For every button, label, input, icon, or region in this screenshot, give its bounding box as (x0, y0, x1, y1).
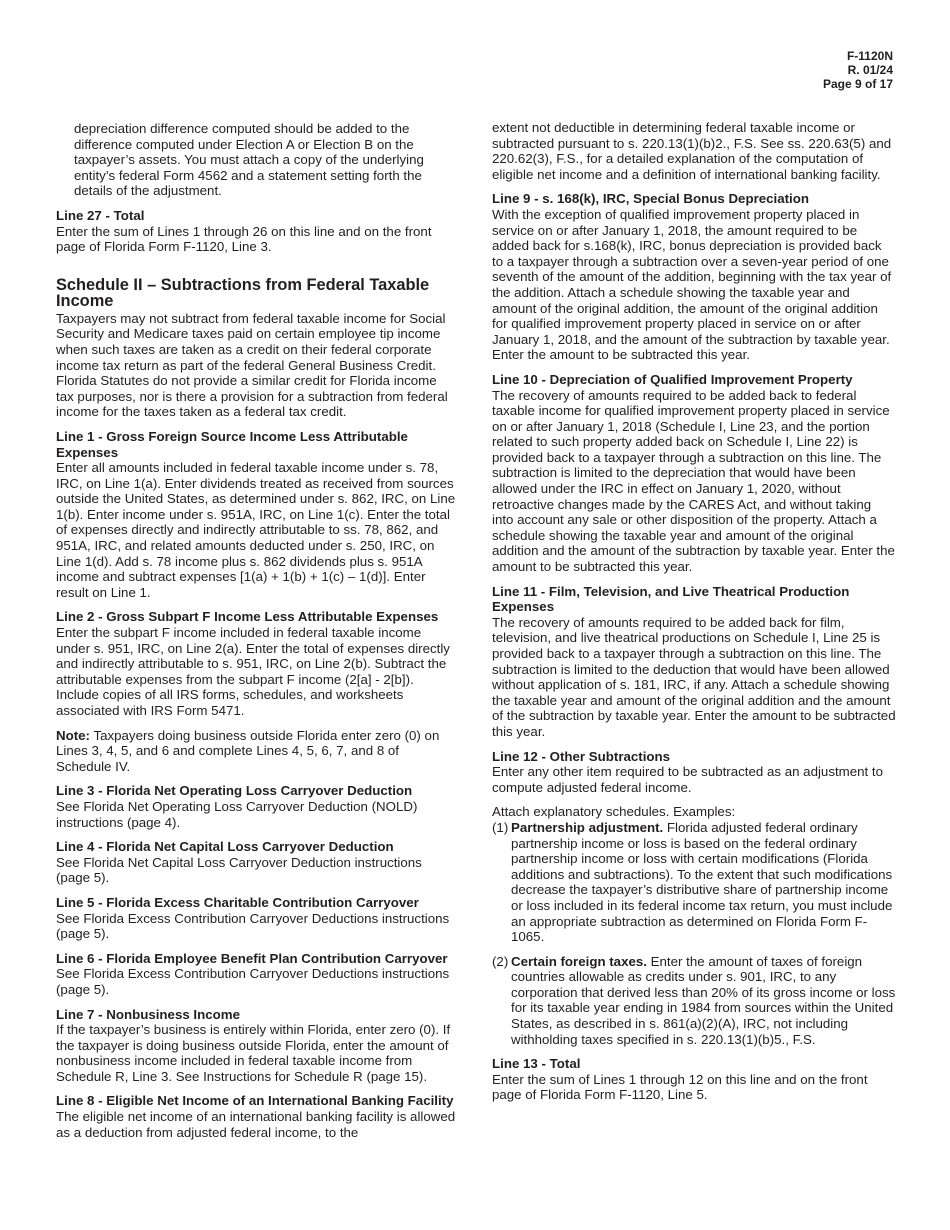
line-2-section (56, 609, 458, 718)
item-text: Florida adjusted federal ordinary partnership income or loss is based on the federal ordinary partnership income or loss with certain modifications (Florida additions and subtractions). To the extent that such modifications decrease the taxpayer’s distributive share of partnership income or loss included in its federal income tax return, you must include an appropriate subtraction as determined on Florida Form F-1065. (511, 819, 893, 945)
line-9-section (492, 191, 896, 363)
section-title: Line 27 - Total (56, 207, 145, 223)
section-body: If the taxpayer’s business is entirely within Florida, enter zero (0). If the taxpayer is doing business outside Florida, enter the amount of nonbusiness income included in federal taxable income from Schedule R, Line 3. See Instructions for Schedule R (page 15). (56, 1022, 451, 1084)
section-body: The recovery of amounts required to be added back for film, television, and live theatrical productions on Schedule I, Line 25 is provided back to a taxpayer through a subtraction on this line. The subtraction is limited to the deduction that would have been allowed without application of s. 181, IRC, if any. Attach a schedule showing the taxable year and amount of the original addition and the amount of the subtraction by taxable year. Enter the amount to be subtracted this year. (492, 614, 896, 739)
line-3-section (56, 783, 458, 830)
section-body: The eligible net income of an international banking facility is allowed as a deduction from adjusted federal income, to the (56, 1109, 456, 1140)
section-title: Line 11 - Film, Television, and Live Theatrical Production Expenses (492, 583, 850, 615)
item-body (511, 820, 896, 945)
continued-text: extent not deductible in determining federal taxable income or subtracted pursuant to s. 220.13(1)(b)2., F.S. See ss. 220.63(5) and 220.62(3), F.S., for a detailed explanation of the computation of eligible net income and a definition of international banking facility. (492, 120, 892, 182)
section-title: Line 7 - Nonbusiness Income (56, 1006, 240, 1022)
line-10-section (492, 372, 896, 575)
item-label: Certain foreign taxes. (511, 953, 647, 969)
item-body (511, 954, 896, 1048)
section-title: Line 10 - Depreciation of Qualified Improvement Property (492, 371, 853, 387)
section-body: See Florida Excess Contribution Carryover Deductions instructions (page 5). (56, 910, 450, 942)
line-11-section (492, 584, 896, 740)
section-title: Line 13 - Total (492, 1056, 581, 1072)
right-column (492, 120, 896, 1112)
line-4-section (56, 839, 458, 886)
section-body: Enter any other item required to be subtracted as an adjustment to compute adjusted federal income. (492, 764, 884, 795)
schedule-ii-title: Schedule II – Subtractions from Federal Taxable Income (56, 275, 430, 310)
line-12-section (492, 749, 896, 796)
line-27-section (56, 208, 458, 255)
list-item (492, 954, 896, 1048)
page-number: Page 9 of 17 (822, 77, 893, 91)
attach-text: Attach explanatory schedules. Examples: (492, 804, 736, 820)
line-5-section (56, 895, 458, 942)
section-title: Line 4 - Florida Net Capital Loss Carryover Deduction (56, 839, 394, 855)
note-label: Note: (56, 727, 90, 743)
section-body: The recovery of amounts required to be added back to federal taxable income for qualified improvement property placed in service on or after January 1, 2018 (Schedule I, Line 23, and the portion related to such property added back on Schedule I, Line 22) is provided back to a taxpayer through a subtraction on this line. The subtraction is limited to the depreciation that would have been allowed under the IRC in effect on January 1, 2020, without retroactive changes made by the CARES Act, and without taking into account any sale or other disposition of the property. Attach a schedule showing the taxable year and amount of the original addition and the amount of the subtraction by taxable year. Enter the amount to be subtracted this year. (492, 387, 895, 575)
section-title: Line 6 - Florida Employee Benefit Plan Contribution Carryover (56, 950, 448, 966)
note-body: Taxpayers doing business outside Florida enter zero (0) on Lines 3, 4, 5, and 6 and complete Lines 4, 5, 6, 7, and 8 of Schedule IV. (56, 727, 440, 774)
continued-text: depreciation difference computed should be added to the difference computed under Election A or Election B on the taxpayer’s assets. You must attach a copy of the underlying entity’s federal Form 4562 and a statement setting forth the details of the adjustment. (74, 121, 424, 199)
item-number: (2) (492, 953, 509, 969)
note (56, 728, 458, 775)
section-title: Line 2 - Gross Subpart F Income Less Attributable Expenses (56, 609, 439, 625)
section-title: Line 9 - s. 168(k), IRC, Special Bonus Depreciation (492, 191, 809, 207)
line-13-section (492, 1056, 896, 1103)
section-title: Line 8 - Eligible Net Income of an International Banking Facility (56, 1093, 454, 1109)
section-title: Line 1 - Gross Foreign Source Income Less Attributable Expenses (56, 428, 408, 460)
item-number: (1) (492, 819, 509, 835)
form-id: F-1120N (846, 49, 893, 63)
section-body: See Florida Net Operating Loss Carryover Deduction (NOLD) instructions (page 4). (56, 798, 418, 830)
left-column (56, 121, 458, 1149)
line-1-section (56, 429, 458, 601)
line-6-section (56, 951, 458, 998)
section-body: Enter the subpart F income included in federal taxable income under s. 951, IRC, on Line 2(a). Enter the total of expenses directly and indirectly attributable to s. 951, IRC, on Line 2(b). Subtract the attributable expenses from the subpart F income (2[a] - 2[b]). Include copies of all IRS forms, schedules, and worksheets associated with IRS Form 5471. (56, 625, 450, 718)
item-label: Partnership adjustment. (511, 819, 664, 835)
section-body: Enter the sum of Lines 1 through 12 on this line and on the front page of Florida Form F-1120, Line 5. (492, 1071, 868, 1103)
item-text: Enter the amount of taxes of foreign countries allowable as credits under s. 901, IRC, to any corporation that derived less than 20% of its gross income or loss for its taxable year ending in 1984 from sources within the United States, as described in s. 861(a)(2)(A), IRC, not including withholding taxes specified in s. 220.13(1)(b)5., F.S. (511, 953, 896, 1047)
section-body: See Florida Net Capital Loss Carryover Deduction instructions (page 5). (56, 854, 422, 886)
section-title: Line 12 - Other Subtractions (492, 748, 671, 764)
section-title: Line 5 - Florida Excess Charitable Contribution Carryover (56, 894, 419, 910)
section-body: Enter the sum of Lines 1 through 26 on this line and on the front page of Florida Form F-1120, Line 3. (56, 223, 432, 255)
list-item (492, 820, 896, 945)
page-header (823, 49, 893, 91)
section-title: Line 3 - Florida Net Operating Loss Carryover Deduction (56, 783, 413, 799)
section-body: See Florida Excess Contribution Carryover Deductions instructions (page 5). (56, 966, 450, 997)
form-revision: R. 01/24 (847, 63, 893, 77)
section-body: Enter all amounts included in federal taxable income under s. 78, IRC, on Line 1(a). Enter dividends treated as received from sources outside the United States, as determined under s. 862, IRC, on Line 1(b). Enter income under s. 951A, IRC, on Line 1(c). Enter the total of expenses directly and indirectly attributable to ss. 78, 862, and 951A, IRC, and related amounts deducted under s. 250, IRC, on Line 1(d). Add s. 78 income plus s. 862 dividends plus s. 951A income and subtract expenses [1(a) + 1(b) + 1(c) – 1(d)]. Enter result on Line 1. (56, 460, 456, 600)
line-7-section (56, 1007, 458, 1085)
section-body: With the exception of qualified improvement property placed in service on or after January 1, 2018, the amount required to be added back for s.168(k), IRC, bonus depreciation is provided back to a taxpayer through a subtraction over a seven-year period of one seventh of the amount of the addition, beginning with the tax year of the addition. Attach a schedule showing the taxable year and amount of the original addition, the amount of the original addition for qualified improvement property placed in service on or after January 1, 2018, and the amount of the subtraction by taxable year. Enter the amount to be subtracted this year. (492, 206, 892, 363)
schedule-intro: Taxpayers may not subtract from federal taxable income for Social Security and Medicare taxes paid on certain employee tip income when such taxes are taken as a credit on their federal corporate income tax return as part of the federal General Business Credit. Florida Statutes do not provide a similar credit for Florida income tax purposes, nor is there a provision for a subtraction from federal income for the taxes taken as a federal tax credit. (56, 310, 448, 420)
line-8-section (56, 1093, 458, 1140)
